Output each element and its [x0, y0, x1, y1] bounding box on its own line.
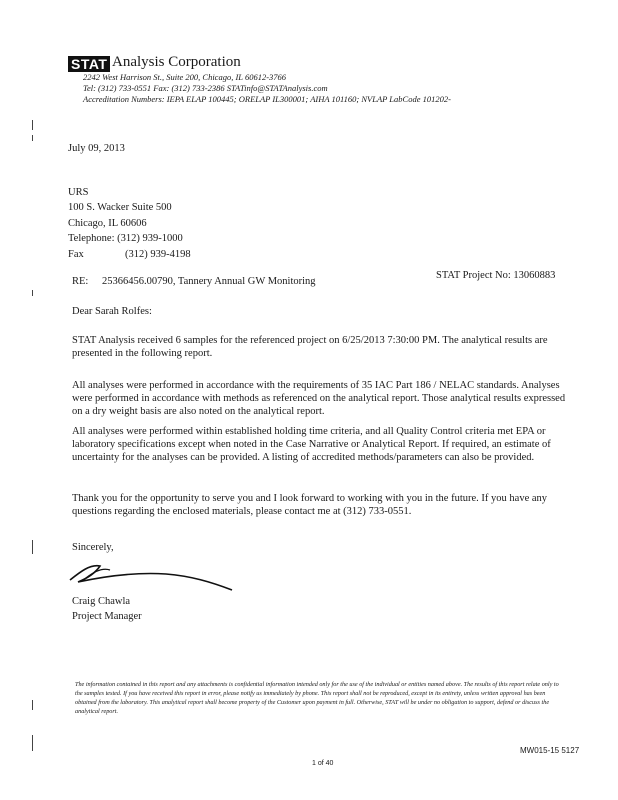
body-paragraph: STAT Analysis received 6 samples for the referenced project on 6/25/2013 7:30:00 PM. The analytical results are presented in the following report.: [72, 335, 548, 359]
recipient-fax-number: (312) 939-4198: [125, 249, 191, 260]
company-contact: Tel: (312) 733-0551 Fax: (312) 733-2386 STATinfo@STATAnalysis.com: [83, 83, 328, 93]
scan-margin-mark: [32, 135, 33, 141]
body-paragraph: All analyses were performed in accordance with the requirements of 35 IAC Part 186 / NELAC standards. Analyses were performed in accordance with methods as referenced on the analytical report. Those analytical results expressed on a dry weight basis are also noted on the analytical report.: [72, 380, 566, 417]
recipient-name: URS: [68, 187, 89, 198]
scan-margin-mark: [32, 540, 33, 554]
scan-margin-mark: [32, 735, 33, 751]
body-paragraph: All analyses were performed within established holding time criteria, and all Quality Control criteria met EPA or laboratory specifications except when noted in the Case Narrative or Analytical Report. If required, an estimate of uncertainty for the analyses can be provided. A listing of accredited methods/parameters can also be provided.: [72, 426, 551, 463]
signature-image: [66, 558, 236, 594]
accreditation-numbers: Accreditation Numbers: IEPA ELAP 100445; ORELAP IL300001; AIHA 101160; NVLAP LabCode 101202-: [83, 94, 451, 104]
recipient-telephone: Telephone: (312) 939-1000: [68, 233, 183, 244]
signer-title: Project Manager: [72, 611, 142, 622]
document-id: MW015-15 5127: [520, 746, 580, 755]
signer-name: Craig Chawla: [72, 596, 131, 607]
closing: Sincerely,: [72, 542, 114, 553]
page-number: 1 of 40: [312, 760, 334, 767]
company-address: 2242 West Harrison St., Suite 200, Chicago, IL 60612-3766: [83, 72, 287, 82]
confidentiality-disclaimer: The information contained in this report and any attachments is confidential information intended only for the use of the individual or entities named above. The results of this report relate only to the samples tested. If you have received this report in error, please notify us immediately by phone. This report shall not be reproduced, except in its entirety, unless written approval has been obtained from the laboratory. This analytical report shall become property of the Customer upon payment in full. Otherwise, STAT will be under no obligation to support, defend or discuss the analytical report.: [75, 681, 559, 715]
scan-margin-mark: [32, 290, 33, 296]
recipient-street: 100 S. Wacker Suite 500: [68, 202, 172, 213]
letter-date: July 09, 2013: [68, 143, 125, 154]
company-name: Analysis Corporation: [112, 54, 241, 70]
salutation: Dear Sarah Rolfes:: [72, 306, 152, 317]
scan-margin-mark: [32, 700, 33, 710]
company-logo: STAT: [68, 56, 110, 72]
recipient-fax-label: Fax: [68, 249, 84, 260]
recipient-city: Chicago, IL 60606: [68, 218, 147, 229]
re-label: RE:: [72, 276, 89, 287]
stat-project-number: STAT Project No: 13060883: [436, 270, 556, 281]
scan-margin-mark: [32, 120, 33, 130]
re-text: 25366456.00790, Tannery Annual GW Monitoring: [102, 276, 316, 287]
body-paragraph: Thank you for the opportunity to serve you and I look forward to working with you in the future. If you have any questions regarding the enclosed materials, please contact me at (312) 733-0551.: [72, 493, 548, 517]
